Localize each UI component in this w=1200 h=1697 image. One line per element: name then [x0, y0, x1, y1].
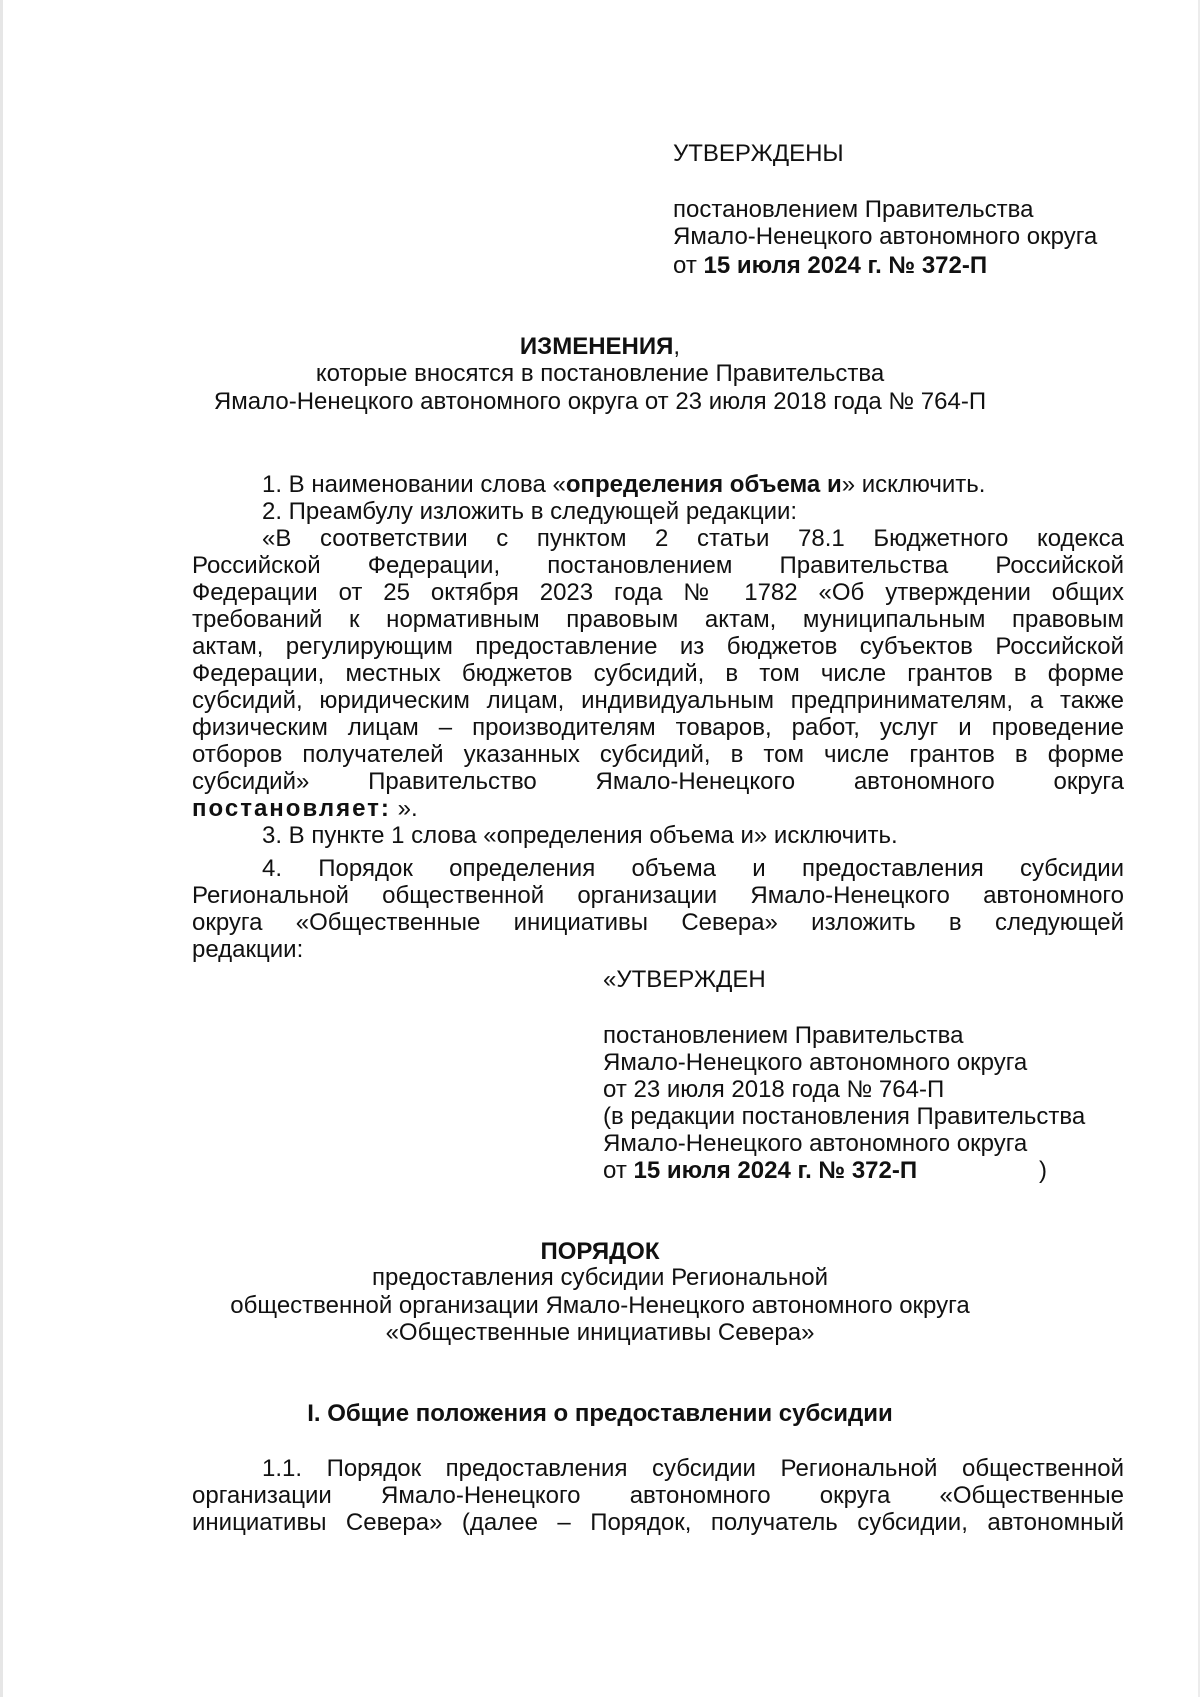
- preamble-line-1: «В соответствии с пунктом 2 статьи 78.1 Бюджетного кодекса: [262, 525, 1124, 552]
- scan-edge-left: [0, 0, 3, 1697]
- approval-2-line-2: Ямало-Ненецкого автономного округа: [603, 1049, 1028, 1076]
- changes-subtitle-2: Ямало-Ненецкого автономного округа от 23 июля 2018 года № 764-П: [213, 388, 987, 415]
- preamble-line-11: [192, 795, 418, 823]
- approval-2-line-4: (в редакции постановления Правительства: [603, 1103, 1086, 1130]
- approval-2-date-prefix: от: [603, 1157, 634, 1184]
- approval-2-date: [603, 1157, 917, 1185]
- approval-date-prefix: от: [673, 252, 704, 279]
- item-4-line-2: Региональной общественной организации Ямало-Ненецкого автономного: [192, 882, 1124, 909]
- order-subtitle-1: предоставления субсидии Региональной: [371, 1264, 829, 1291]
- item-4-line-3: округа «Общественные инициативы Севера» изложить в следующей: [192, 909, 1124, 936]
- preamble-line-4: требований к нормативным правовым актам, муниципальным правовым: [192, 606, 1124, 633]
- preamble-line-10: субсидий» Правительство Ямало-Ненецкого автономного округа: [192, 768, 1124, 795]
- preamble-resolves: постановляет:: [192, 795, 391, 822]
- changes-title: [0, 333, 1200, 361]
- section-1-1-line-1: 1.1. Порядок предоставления субсидии Региональной общественной: [262, 1455, 1124, 1482]
- approval-2-line-5: Ямало-Ненецкого автономного округа: [603, 1130, 1028, 1157]
- preamble-line-9: отборов получателей указанных субсидий, в том числе грантов в форме: [192, 741, 1124, 768]
- preamble-line-3: Федерации от 25 октября 2023 года № 1782 «Об утверждении общих: [192, 579, 1124, 606]
- preamble-end: ».: [390, 795, 418, 822]
- order-subtitle-3: «Общественные инициативы Севера»: [385, 1319, 815, 1346]
- approval-line-2: Ямало-Ненецкого автономного округа: [673, 223, 1098, 250]
- approved-label: УТВЕРЖДЕНЫ: [673, 140, 844, 167]
- section-1-1-line-3: инициативы Севера» (далее – Порядок, получатель субсидии, автономный: [192, 1509, 1124, 1536]
- item-1-bold: определения объема и: [565, 471, 842, 498]
- item-1-start: 1. В наименовании слова «: [262, 471, 566, 498]
- approval-2-line-3: от 23 июля 2018 года № 764-П: [603, 1076, 945, 1103]
- changes-subtitle-1: которые вносятся в постановление Правительства: [315, 360, 885, 387]
- changes-title-suffix: ,: [673, 333, 681, 360]
- approval-2-line-1: постановлением Правительства: [603, 1022, 964, 1049]
- order-subtitle-2: общественной организации Ямало-Ненецкого автономного округа: [230, 1292, 970, 1319]
- order-title-text: ПОРЯДОК: [540, 1238, 660, 1265]
- preamble-line-8: физическим лицам – производителям товаров, работ, услуг и проведение: [192, 714, 1124, 741]
- changes-title-text: ИЗМЕНЕНИЯ: [519, 333, 674, 360]
- item-1: [262, 471, 985, 499]
- item-1-end: » исключить.: [841, 471, 986, 498]
- item-4-line-1: 4. Порядок определения объема и предоставления субсидии: [262, 855, 1124, 882]
- section-1-heading-text: I. Общие положения о предоставлении субсидии: [307, 1400, 893, 1427]
- approval-date-number: 15 июля 2024 г. № 372-П: [703, 252, 988, 279]
- approved-2-label: «УТВЕРЖДЕН: [603, 966, 766, 993]
- order-title: [0, 1238, 1200, 1266]
- approval-2-date-number: 15 июля 2024 г. № 372-П: [633, 1157, 918, 1184]
- section-1-heading: [0, 1400, 1200, 1428]
- preamble-line-6: Федерации, местных бюджетов субсидий, в том числе грантов в форме: [192, 660, 1124, 687]
- approval-date: [673, 252, 987, 280]
- preamble-line-2: Российской Федерации, постановлением Правительства Российской: [192, 552, 1124, 579]
- approval-line-1: постановлением Правительства: [673, 196, 1034, 223]
- preamble-line-5: актам, регулирующим предоставление из бюджетов субъектов Российской: [192, 633, 1124, 660]
- preamble-line-7: субсидий, юридическим лицам, индивидуальным предпринимателям, а также: [192, 687, 1124, 714]
- item-4-line-4: редакции:: [192, 936, 304, 963]
- approval-2-close-paren: ): [1039, 1157, 1047, 1184]
- item-3: 3. В пункте 1 слова «определения объема и» исключить.: [262, 822, 898, 849]
- section-1-1-line-2: организации Ямало-Ненецкого автономного округа «Общественные: [192, 1482, 1124, 1509]
- item-2: 2. Преамбулу изложить в следующей редакции:: [262, 498, 798, 525]
